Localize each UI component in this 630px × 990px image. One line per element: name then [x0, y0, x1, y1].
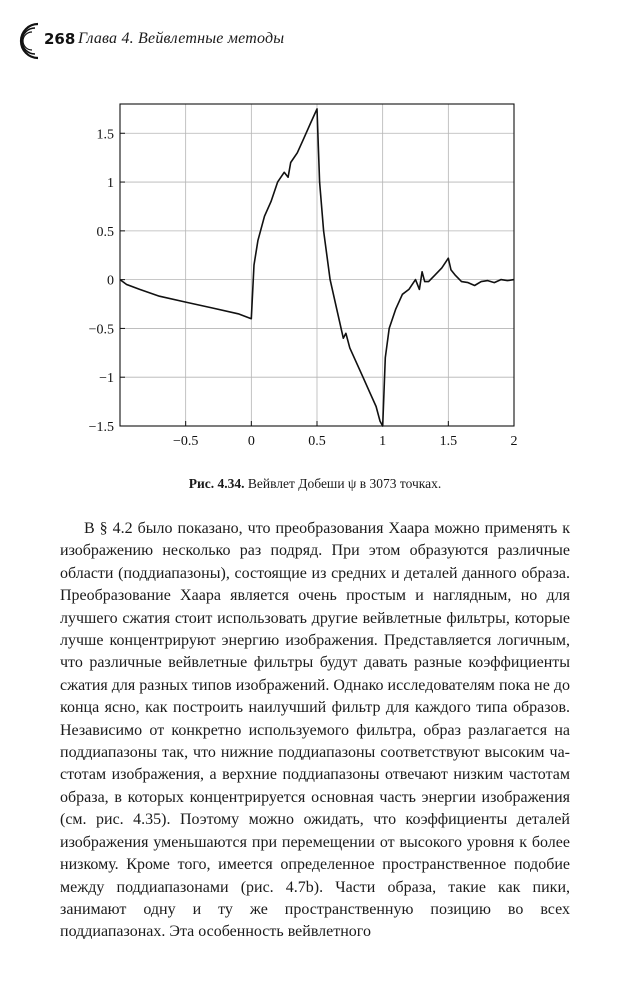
figure-caption [0, 476, 630, 492]
chart-plot-area [89, 104, 518, 449]
y-tick-label: −1.5 [88, 420, 114, 435]
figure-caption-text: Вейвлет Добеши ψ в 3073 точках. [247, 476, 442, 491]
x-tick-label: 0 [247, 434, 255, 449]
running-title: Глава 4. Вейвлетные методы [78, 30, 285, 47]
y-tick-label: −1 [99, 371, 114, 387]
y-tick-label: 0 [107, 273, 114, 289]
y-tick-label: 1.5 [96, 127, 114, 143]
x-tick-label: 0.5 [308, 434, 326, 449]
y-tick-label: 0.5 [96, 224, 114, 240]
y-tick-label: 1 [107, 176, 114, 192]
x-tick-label: 2 [510, 434, 518, 449]
page-number: 268 [44, 30, 76, 48]
body-text [60, 518, 570, 944]
body-paragraph: В § 4.2 было показано, что преобразования Хаара можно применять к изображению несколько раз подряд. При этом образуются различные области (поддиапазоны), состоящие из средних и деталей данного образа. Преобразование Хаара является очень простым и наглядным, но для лучшего сжатия стоит использовать другие вейвлетные фильтры, которые лучше концентрируют энергию изображения. Представляется логичным, что различные вейвлетные фильтры будут давать разные коэффициенты сжатия для разных типов изображений. Однако исследователям пока не до конца ясно, как построить наилучший фильтр для каждого типа образов. Независимо от конкретно используемого фильтра, образ разлагается на поддиапазоны так, что нижние поддиапазоны соответствуют высоким частотам изображения, а верхние поддиапазоны отвечают низким частотам образа, в которых концентрируется основная часть энергии изображения (см. рис. 4.35). Поэтому можно ожидать, что коэффициенты деталей изображения уменьшаются при перемещении от высокого уровня к более низкому. Кроме того, имеется определенное пространственное подобие между поддиапазонами (рис. 4.7b). Части образа, такие как пики, занимают одну и ту же пространственную позицию во всех поддиапазонах. Эта особенность вейвлетного [60, 520, 570, 941]
x-tick-label: −0.5 [172, 434, 199, 449]
x-tick-label: 1.5 [439, 434, 458, 449]
x-tick-label: 1 [379, 434, 387, 449]
y-tick-label: −0.5 [88, 322, 114, 338]
page-header [14, 18, 614, 62]
figure-label: Рис. 4.34. [188, 476, 245, 491]
wavelet-chart [72, 88, 532, 466]
